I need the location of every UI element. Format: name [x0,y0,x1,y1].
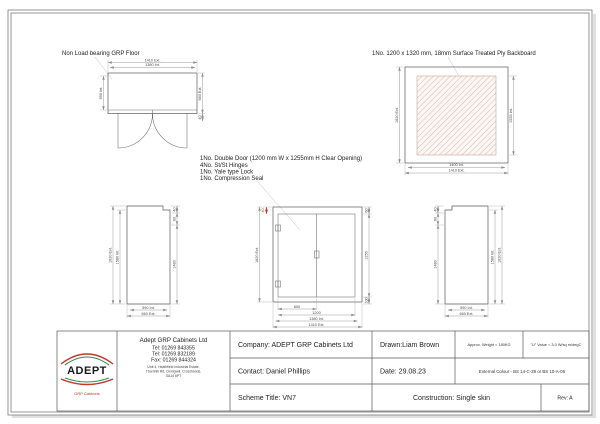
cell-weight: Approx. Weight = 180KG [467,342,511,347]
plan-ext-width-dim: 1410 Ext. [144,58,161,63]
adept-logo [61,354,113,396]
front-half-door-dim: 600 [293,304,301,309]
company-address-1: Unit 4, Heathfield Industrial Estate, [147,365,200,369]
right-elev-int-depth-dim: 590 Int. [460,305,473,310]
notes-leader-line [258,182,300,230]
company-info-cell [140,337,208,378]
left-elev-int-depth-dim: 590 Int. [142,305,155,310]
company-fax: Fax: 01269 844324 [151,357,196,364]
note-lock: 1No. Yale type Lock [200,169,254,176]
logo-tagline: GRP Cabinets [74,391,100,396]
cell-u-value: "U" Value = 3.0 W/sq m/degC [530,342,582,347]
company-name: Adept GRP Cabinets Ltd [139,337,208,344]
right-elev-ext-height-dim: 1620 Ext. [497,246,502,264]
plan-leader-line [95,57,112,79]
left-elev-ext-depth-dim: 660 Ext. [141,311,156,316]
front-plinth-dim: 100 [364,297,369,304]
front-door-width-dim: 1200 [312,310,321,315]
left-elev-lip-dim: 60 [172,216,177,222]
plan-left-door-arc [118,114,153,149]
cell-company: Company: ADEPT GRP Cabinets Ltd [238,342,353,349]
right-elev-int-height-dim: 1580 Int. [490,249,495,265]
backboard-ext-height-dim: 1620 Ext. [394,106,399,124]
left-elev-body-dim: 1480 [172,260,177,269]
cell-contact: Contact: Daniel Phillips [238,368,310,376]
cell-date: Date: 29.08.23 [380,368,426,376]
right-elev-body-dim: 1480 [433,260,438,269]
inner-border [11,13,589,412]
plan-right-door-arc [153,114,188,149]
note-hinges: 4No. St/St Hinges [200,163,248,169]
plan-ext-depth-dim: 660 Ext. [198,86,202,101]
company-tel1: Tel: 01269 843355 [152,345,195,352]
left-elev-ext-height-dim: 1620 Ext. [108,246,113,264]
cell-construction: Construction: Single skin [413,395,491,402]
note-seal: 1No. Compression Seal [200,176,264,182]
left-elev-roof-dim: 40 [172,207,177,212]
right-elev-lip-dim: 60 [433,216,438,222]
plan-int-depth-dim: 590 Int. [99,86,103,100]
outer-border [8,10,592,415]
cell-scheme-title: Scheme Title: VN7 [238,395,296,402]
front-top-dim: 60 [364,208,369,213]
plan-wall-dim: 40 [198,115,202,120]
door-notes [200,156,362,230]
front-int-width-dim: 1380 Int. [309,316,324,321]
cell-drawn: Drawn:Liam Brown [380,342,440,349]
left-elevation-outline [127,206,170,304]
backboard-view [372,51,536,175]
cell-rev: Rev: A [557,395,573,402]
plan-int-width-dim: 1380 Int. [145,63,160,68]
logo-wordmark: ADEPT [67,365,107,377]
cell-external-colour: External Colour - BS 14-C-39 or BS 10-A-05 [478,369,566,374]
front-roof-dim: 40 [261,208,265,213]
left-elevation [109,206,181,318]
front-elevation [255,207,372,328]
backboard-ply-hatch [417,76,496,155]
logo-green-bottom-arc [65,378,109,382]
left-elev-int-height-dim: 1580 Int. [115,249,120,265]
backboard-label: 1No. 1200 x 1320 mm, 18mm Surface Treated Ply Backboard [372,51,536,57]
right-elevation-outline [445,206,488,304]
sheet-shadow-right [593,14,596,418]
plan-view-label: Non Load bearing GRP Floor [62,51,140,57]
company-address-3: SA14 6PT [165,374,182,378]
title-block [57,331,589,411]
backboard-int-width-dim: 1400 Int. [449,163,464,168]
company-address-2: Thornhill Rd, Cwmgwili, Crosshands, [145,369,202,374]
plan-view [62,51,205,148]
right-elevation [433,206,505,318]
backboard-ext-width-dim: 1410 Ext. [448,168,465,173]
backboard-leader-line [448,57,460,78]
right-elev-ext-depth-dim: 660 Ext. [459,311,474,316]
note-double-door: 1No. Double Door (1200 mm W x 1255mm H Clear Opening) [200,156,363,162]
front-ext-height-dim: 1620 Ext. [255,246,259,264]
front-ext-width-dim: 1410 Ext. [308,322,325,327]
backboard-int-height-dim: 1535 Int. [509,108,513,123]
front-door-height-dim: 1255 [364,251,369,260]
sheet-shadow-bottom [12,415,596,418]
front-cabinet-outline [273,207,362,302]
right-elev-roof-dim: 40 [433,207,438,212]
plan-floor-outline [108,73,197,114]
company-tel2: Tel: 01269 832189 [152,351,195,358]
